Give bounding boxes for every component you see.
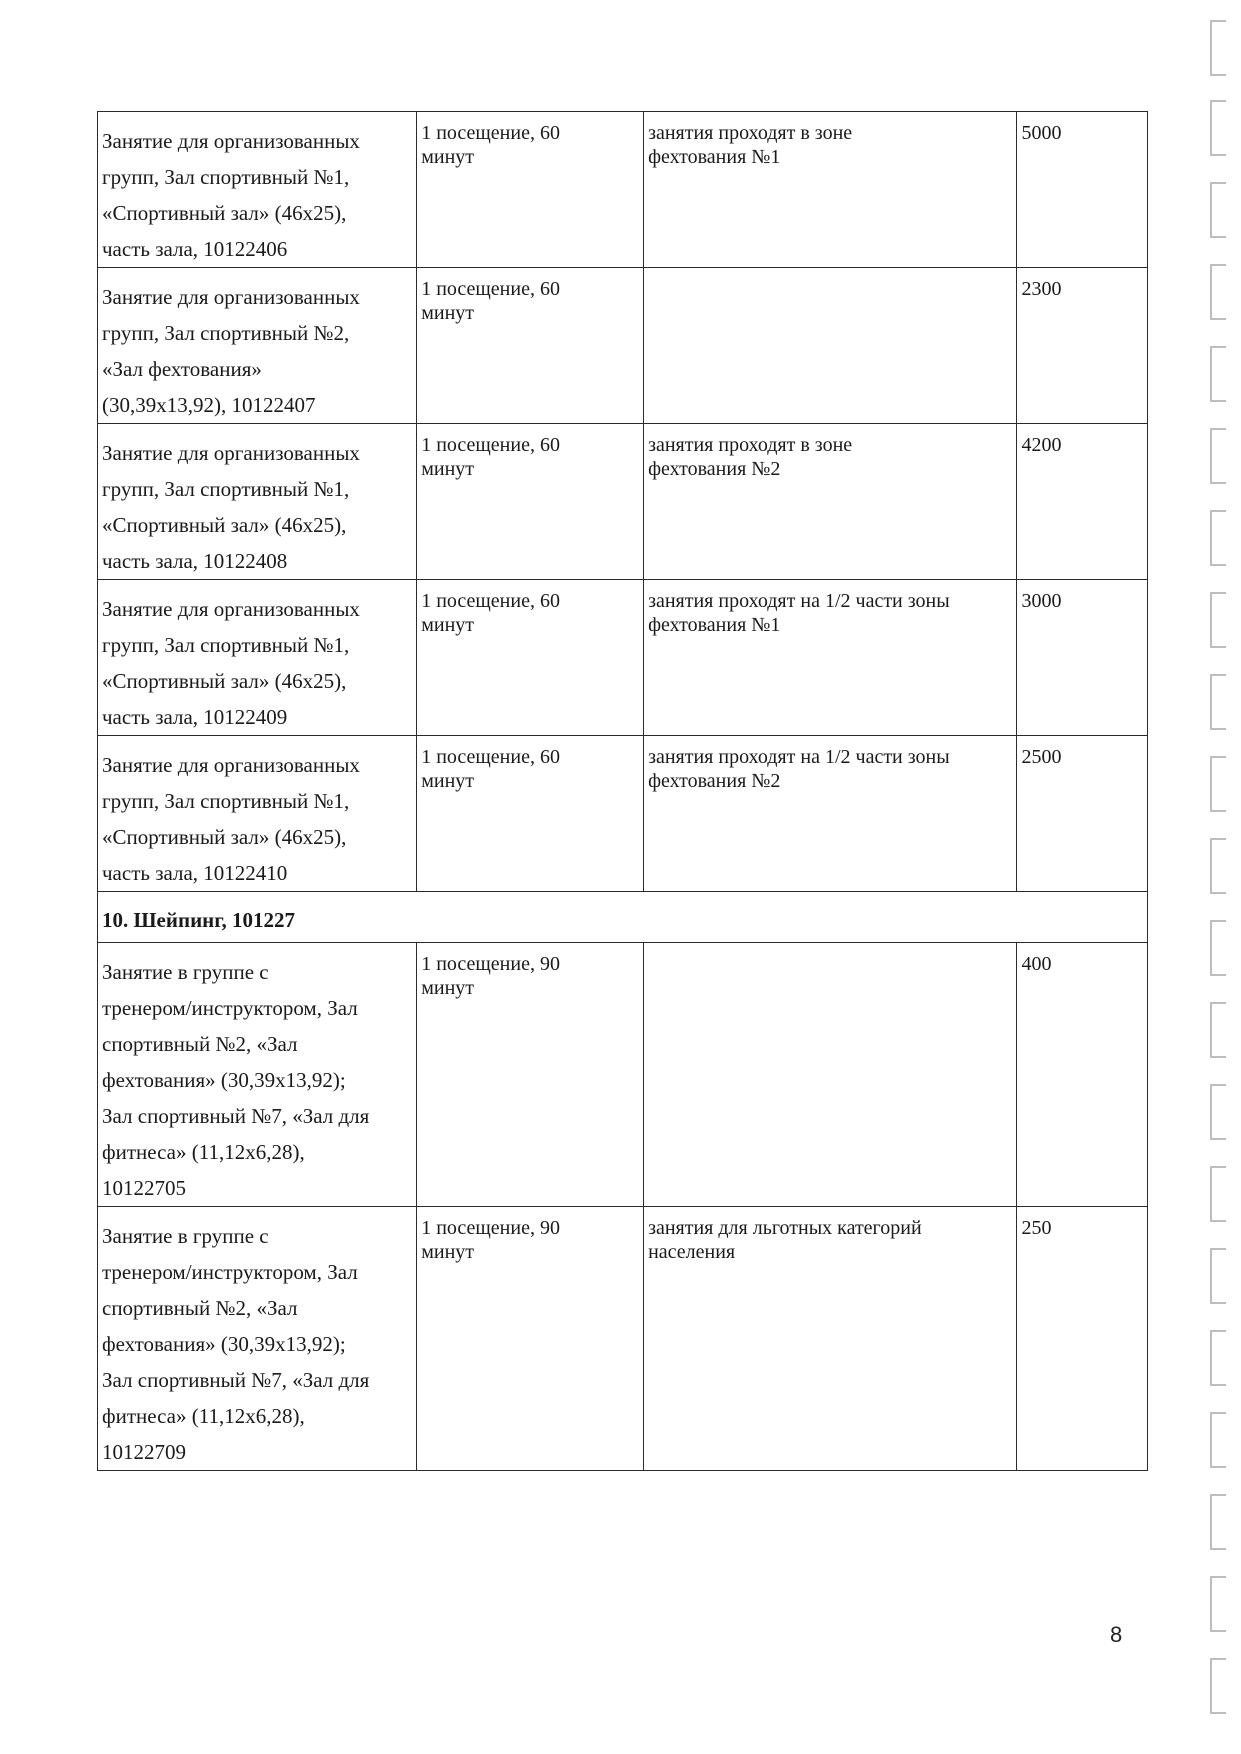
service-name-line: «Зал фехтования» bbox=[102, 357, 262, 381]
binding-ring bbox=[1210, 1494, 1226, 1550]
price-cell bbox=[1017, 112, 1148, 268]
service-name-line: Занятие для организованных bbox=[102, 753, 360, 777]
unit-line: минут bbox=[421, 458, 475, 480]
note-line: занятия для льготных категорий bbox=[648, 1217, 922, 1239]
price-value: 2500 bbox=[1021, 746, 1062, 768]
service-name-cell bbox=[98, 580, 417, 736]
price-cell bbox=[1017, 424, 1148, 580]
note-line: фехтования №2 bbox=[648, 770, 781, 792]
service-name-line: Занятие для организованных bbox=[102, 285, 360, 309]
table-row bbox=[98, 736, 1148, 892]
unit-line: минут bbox=[421, 977, 475, 999]
price-value: 5000 bbox=[1021, 122, 1062, 144]
service-name-line: Занятие для организованных bbox=[102, 129, 360, 153]
service-name-line: групп, Зал спортивный №2, bbox=[102, 321, 350, 345]
price-value: 2300 bbox=[1021, 278, 1062, 300]
unit-line: 1 посещение, 60 bbox=[421, 278, 560, 300]
service-name-cell bbox=[98, 736, 417, 892]
binding-ring bbox=[1210, 1658, 1226, 1714]
service-name-cell bbox=[98, 112, 417, 268]
service-name-line: «Спортивный зал» (46х25), bbox=[102, 669, 347, 693]
service-name-line: Занятие для организованных bbox=[102, 597, 360, 621]
service-name-line: Занятие в группе с bbox=[102, 1224, 269, 1248]
binding-ring bbox=[1210, 346, 1226, 402]
service-name-line: тренером/инструктором, Зал bbox=[102, 996, 358, 1020]
service-name-cell bbox=[98, 424, 417, 580]
price-cell bbox=[1017, 943, 1148, 1207]
price-value: 250 bbox=[1021, 1217, 1052, 1239]
unit-line: минут bbox=[421, 1241, 475, 1263]
binding-ring bbox=[1210, 920, 1226, 976]
service-name-line: часть зала, 10122409 bbox=[102, 705, 288, 729]
service-name-line: Занятие для организованных bbox=[102, 441, 360, 465]
section-cell bbox=[98, 892, 1148, 943]
service-name-line: групп, Зал спортивный №1, bbox=[102, 789, 350, 813]
unit-cell bbox=[417, 736, 644, 892]
unit-line: минут bbox=[421, 302, 475, 324]
note-line: фехтования №1 bbox=[648, 614, 781, 636]
price-value: 400 bbox=[1021, 953, 1052, 975]
service-name-line: групп, Зал спортивный №1, bbox=[102, 477, 350, 501]
service-name-line: «Спортивный зал» (46х25), bbox=[102, 825, 347, 849]
service-name-line: часть зала, 10122406 bbox=[102, 237, 288, 261]
note-cell bbox=[644, 424, 1017, 580]
binding-ring bbox=[1210, 182, 1226, 238]
unit-cell bbox=[417, 268, 644, 424]
unit-line: 1 посещение, 60 bbox=[421, 122, 560, 144]
service-name-line: групп, Зал спортивный №1, bbox=[102, 165, 350, 189]
binding-ring bbox=[1210, 1248, 1226, 1304]
binding-edge bbox=[1208, 0, 1241, 1754]
service-name-line: фитнеса» (11,12х6,28), bbox=[102, 1140, 305, 1164]
note-line: фехтования №2 bbox=[648, 458, 781, 480]
binding-ring bbox=[1210, 1330, 1226, 1386]
service-name-cell bbox=[98, 1207, 417, 1471]
section-title: 10. Шейпинг, 101227 bbox=[102, 908, 295, 932]
unit-line: 1 посещение, 60 bbox=[421, 590, 560, 612]
binding-ring bbox=[1210, 1084, 1226, 1140]
service-name-line: групп, Зал спортивный №1, bbox=[102, 633, 350, 657]
price-cell bbox=[1017, 736, 1148, 892]
unit-line: 1 посещение, 90 bbox=[421, 953, 560, 975]
service-name-cell bbox=[98, 268, 417, 424]
unit-cell bbox=[417, 580, 644, 736]
binding-ring bbox=[1210, 592, 1226, 648]
binding-ring bbox=[1210, 20, 1226, 76]
binding-ring bbox=[1210, 1166, 1226, 1222]
unit-line: минут bbox=[421, 146, 475, 168]
table-row bbox=[98, 112, 1148, 268]
unit-line: 1 посещение, 60 bbox=[421, 434, 560, 456]
service-name-line: фехтования» (30,39х13,92); bbox=[102, 1068, 346, 1092]
unit-line: 1 посещение, 90 bbox=[421, 1217, 560, 1239]
unit-cell bbox=[417, 424, 644, 580]
service-name-line: Зал спортивный №7, «Зал для bbox=[102, 1368, 370, 1392]
unit-line: минут bbox=[421, 770, 475, 792]
note-line: занятия проходят на 1/2 части зоны bbox=[648, 746, 950, 768]
table-row bbox=[98, 943, 1148, 1207]
note-cell bbox=[644, 943, 1017, 1207]
price-table bbox=[97, 111, 1148, 1471]
binding-ring bbox=[1210, 674, 1226, 730]
binding-ring bbox=[1210, 510, 1226, 566]
service-name-line: фитнеса» (11,12х6,28), bbox=[102, 1404, 305, 1428]
unit-cell bbox=[417, 1207, 644, 1471]
note-cell bbox=[644, 268, 1017, 424]
service-name-line: 10122709 bbox=[102, 1440, 186, 1464]
price-cell bbox=[1017, 580, 1148, 736]
page-number: 8 bbox=[1110, 1622, 1123, 1647]
service-name-line: тренером/инструктором, Зал bbox=[102, 1260, 358, 1284]
service-name-line: спортивный №2, «Зал bbox=[102, 1032, 298, 1056]
note-cell bbox=[644, 1207, 1017, 1471]
table-row bbox=[98, 424, 1148, 580]
service-name-line: «Спортивный зал» (46х25), bbox=[102, 513, 347, 537]
note-line: занятия проходят в зоне bbox=[648, 122, 853, 144]
price-cell bbox=[1017, 268, 1148, 424]
service-name-line: часть зала, 10122410 bbox=[102, 861, 288, 885]
binding-ring bbox=[1210, 1576, 1226, 1632]
service-name-line: часть зала, 10122408 bbox=[102, 549, 288, 573]
unit-cell bbox=[417, 112, 644, 268]
unit-line: 1 посещение, 60 bbox=[421, 746, 560, 768]
unit-cell bbox=[417, 943, 644, 1207]
section-row bbox=[98, 892, 1148, 943]
binding-ring bbox=[1210, 264, 1226, 320]
unit-line: минут bbox=[421, 614, 475, 636]
service-name-line: фехтования» (30,39х13,92); bbox=[102, 1332, 346, 1356]
service-name-line: 10122705 bbox=[102, 1176, 186, 1200]
note-line: фехтования №1 bbox=[648, 146, 781, 168]
service-name-line: «Спортивный зал» (46х25), bbox=[102, 201, 347, 225]
binding-ring bbox=[1210, 428, 1226, 484]
binding-ring bbox=[1210, 838, 1226, 894]
table-row bbox=[98, 580, 1148, 736]
price-cell bbox=[1017, 1207, 1148, 1471]
service-name-line: Занятие в группе с bbox=[102, 960, 269, 984]
service-name-line: Зал спортивный №7, «Зал для bbox=[102, 1104, 370, 1128]
note-cell bbox=[644, 736, 1017, 892]
note-line: занятия проходят на 1/2 части зоны bbox=[648, 590, 950, 612]
note-cell bbox=[644, 112, 1017, 268]
note-line: занятия проходят в зоне bbox=[648, 434, 853, 456]
note-line: населения bbox=[648, 1241, 736, 1263]
service-name-line: (30,39х13,92), 10122407 bbox=[102, 393, 316, 417]
service-name-cell bbox=[98, 943, 417, 1207]
service-name-line: спортивный №2, «Зал bbox=[102, 1296, 298, 1320]
table-row bbox=[98, 1207, 1148, 1471]
binding-ring bbox=[1210, 756, 1226, 812]
binding-ring bbox=[1210, 1002, 1226, 1058]
binding-ring bbox=[1210, 1412, 1226, 1468]
binding-ring bbox=[1210, 100, 1226, 156]
note-cell bbox=[644, 580, 1017, 736]
price-value: 3000 bbox=[1021, 590, 1062, 612]
table-row bbox=[98, 268, 1148, 424]
price-value: 4200 bbox=[1021, 434, 1062, 456]
